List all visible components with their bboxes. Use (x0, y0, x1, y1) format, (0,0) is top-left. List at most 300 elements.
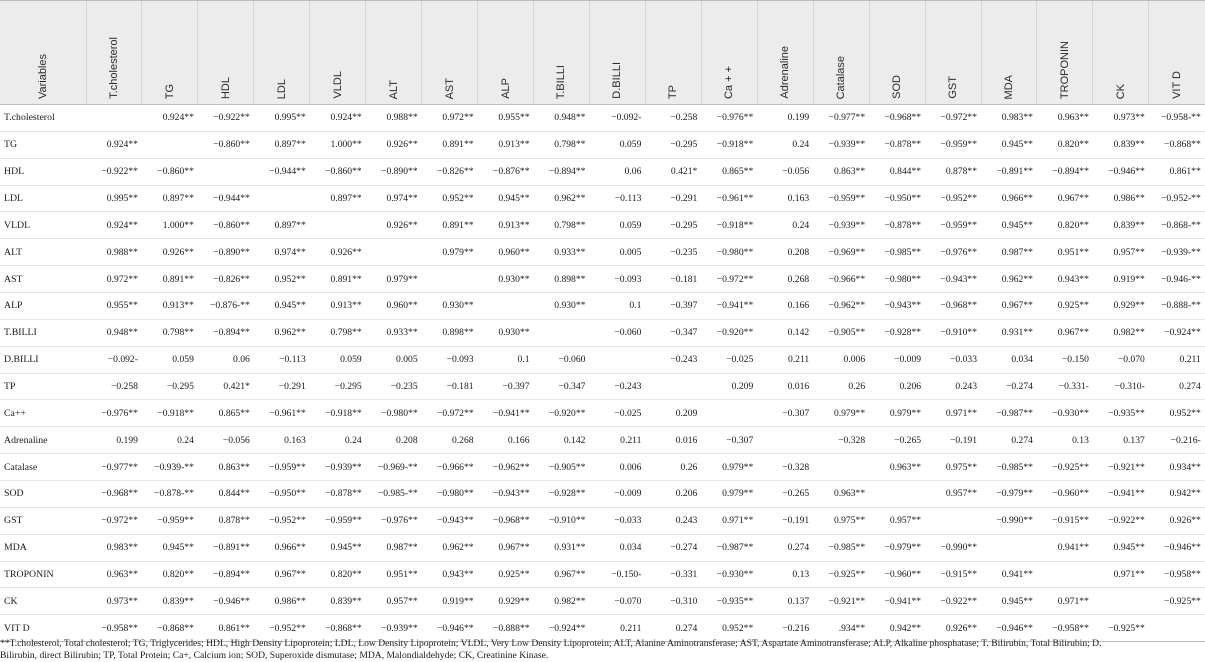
correlation-cell: 0.274 (981, 427, 1037, 454)
correlation-cell: −0.941** (478, 400, 534, 427)
correlation-cell: −0.968** (86, 481, 142, 508)
correlation-cell: −0.868** (310, 615, 366, 642)
correlation-cell: 0.951** (1037, 239, 1093, 266)
correlation-cell: −0.291 (254, 373, 310, 400)
correlation-cell: −0.150- (589, 561, 645, 588)
correlation-cell: −0.868-** (1149, 212, 1205, 239)
correlation-cell: 0.26 (645, 454, 701, 481)
row-label: GST (0, 507, 86, 534)
correlation-cell: −0.921** (813, 588, 869, 615)
column-header (701, 1, 757, 105)
table-row (0, 131, 1205, 158)
correlation-cell: 0.06 (198, 346, 254, 373)
column-header (1037, 1, 1093, 105)
table-row (0, 507, 1205, 534)
correlation-cell: 0.945** (478, 185, 534, 212)
row-label: VLDL (0, 212, 86, 239)
correlation-cell: −0.918** (310, 400, 366, 427)
row-label: TP (0, 373, 86, 400)
correlation-cell: −0.025 (589, 400, 645, 427)
correlation-cell: 0.966** (254, 534, 310, 561)
correlation-cell: −0.033 (925, 346, 981, 373)
correlation-cell: −0.946** (198, 588, 254, 615)
header-variables (0, 1, 86, 105)
column-header (366, 1, 422, 105)
correlation-cell: −0.946** (1093, 158, 1149, 185)
column-header (1093, 1, 1149, 105)
correlation-cell: −0.985** (813, 534, 869, 561)
correlation-cell: −0.966** (422, 454, 478, 481)
correlation-cell: 0.963** (813, 481, 869, 508)
correlation-cell: −0.093 (422, 346, 478, 373)
correlation-cell: −0.891** (198, 534, 254, 561)
correlation-cell: 0.1 (478, 346, 534, 373)
correlation-cell: 0.979** (813, 400, 869, 427)
correlation-cell: 0.926** (1149, 507, 1205, 534)
correlation-cell: 0.957** (1093, 239, 1149, 266)
correlation-cell: −0.960** (869, 561, 925, 588)
correlation-cell: −0.939-** (1149, 239, 1205, 266)
correlation-cell: 0.962** (422, 534, 478, 561)
correlation-cell: −0.939** (813, 131, 869, 158)
correlation-cell: −0.962** (478, 454, 534, 481)
correlation-cell: −0.980** (366, 400, 422, 427)
correlation-cell: −0.868** (142, 615, 198, 642)
column-header-label: Adrenaline (779, 46, 792, 99)
correlation-cell: 0.988** (86, 239, 142, 266)
correlation-cell: 0.016 (757, 373, 813, 400)
correlation-cell: 0.421* (645, 158, 701, 185)
correlation-cell: −0.113 (589, 185, 645, 212)
correlation-cell: −0.950** (254, 481, 310, 508)
table-row (0, 319, 1205, 346)
correlation-cell: −0.943** (422, 507, 478, 534)
correlation-cell: 0.166 (478, 427, 534, 454)
correlation-cell (757, 427, 813, 454)
correlation-cell: −0.876-** (198, 293, 254, 320)
correlation-cell: −0.878** (869, 212, 925, 239)
table-row (0, 534, 1205, 561)
correlation-cell: 0.925** (1037, 293, 1093, 320)
correlation-cell: 0.268 (422, 427, 478, 454)
correlation-cell: 0.945** (981, 131, 1037, 158)
correlation-cell: −0.918** (701, 131, 757, 158)
correlation-cell: −0.891** (981, 158, 1037, 185)
correlation-cell: 0.034 (981, 346, 1037, 373)
correlation-cell: 0.865** (701, 158, 757, 185)
correlation-cell: −0.397 (478, 373, 534, 400)
column-header (869, 1, 925, 105)
correlation-cell: −0.307 (757, 400, 813, 427)
correlation-cell: 0.967** (534, 561, 590, 588)
correlation-cell: 0.955** (478, 105, 534, 132)
correlation-cell: 0.919** (422, 588, 478, 615)
column-header (925, 1, 981, 105)
correlation-cell: −0.969** (813, 239, 869, 266)
correlation-cell (981, 534, 1037, 561)
correlation-cell: −0.033 (589, 507, 645, 534)
correlation-cell: −0.921** (1093, 454, 1149, 481)
correlation-cell (86, 105, 142, 132)
correlation-cell: −0.025 (701, 346, 757, 373)
correlation-cell: −0.310 (645, 588, 701, 615)
correlation-cell: 0.925** (478, 561, 534, 588)
correlation-cell: −0.961** (254, 400, 310, 427)
correlation-cell (925, 507, 981, 534)
correlation-cell: −0.976** (925, 239, 981, 266)
table-body (0, 105, 1205, 642)
correlation-cell: −0.181 (645, 266, 701, 293)
correlation-cell: 0.897** (254, 212, 310, 239)
correlation-cell: 0.142 (757, 319, 813, 346)
correlation-cell: 0.059 (310, 346, 366, 373)
correlation-cell: −0.968** (869, 105, 925, 132)
column-header (422, 1, 478, 105)
correlation-cell: 0.995** (254, 105, 310, 132)
correlation-cell (1093, 588, 1149, 615)
correlation-cell: 0.861** (1149, 158, 1205, 185)
column-header (757, 1, 813, 105)
correlation-cell: −0.922** (86, 158, 142, 185)
correlation-cell: −0.958** (1149, 561, 1205, 588)
correlation-cell: 0.960** (478, 239, 534, 266)
correlation-cell: 0.952** (422, 185, 478, 212)
correlation-cell: −0.890** (366, 158, 422, 185)
correlation-cell: 0.26 (813, 373, 869, 400)
correlation-cell: −0.878-** (142, 481, 198, 508)
correlation-cell: 0.931** (981, 319, 1037, 346)
correlation-cell: −0.969-** (366, 454, 422, 481)
correlation-cell: 0.820** (310, 561, 366, 588)
correlation-cell: 0.243 (645, 507, 701, 534)
column-header-label: SOD (891, 75, 904, 99)
correlation-cell: −0.868** (1149, 131, 1205, 158)
row-label: LDL (0, 185, 86, 212)
correlation-cell: 0.798** (534, 131, 590, 158)
column-header (142, 1, 198, 105)
column-header-label: Catalase (835, 55, 848, 99)
correlation-cell: 0.924** (86, 131, 142, 158)
column-header-label: VLDL (331, 71, 344, 99)
correlation-cell: −0.946** (981, 615, 1037, 642)
correlation-cell: −0.056 (757, 158, 813, 185)
correlation-cell: 0.24 (142, 427, 198, 454)
correlation-cell: −0.952-** (1149, 185, 1205, 212)
column-header-label: D.BILLI (611, 62, 624, 99)
correlation-cell: −0.972** (86, 507, 142, 534)
column-header (813, 1, 869, 105)
correlation-cell: 0.951** (366, 561, 422, 588)
correlation-cell: 0.199 (757, 105, 813, 132)
correlation-cell: −0.860** (142, 158, 198, 185)
column-header-label: VIT D (1171, 71, 1184, 99)
correlation-cell (142, 131, 198, 158)
correlation-cell: −0.056 (198, 427, 254, 454)
correlation-cell: 0.926** (925, 615, 981, 642)
correlation-cell: 0.274 (757, 534, 813, 561)
correlation-cell: −0.943** (478, 481, 534, 508)
correlation-cell: 0.24 (757, 131, 813, 158)
correlation-cell: 0.059 (589, 131, 645, 158)
correlation-cell: −0.925** (1149, 588, 1205, 615)
correlation-cell: −0.093 (589, 266, 645, 293)
column-header-label: ALP (499, 78, 512, 99)
correlation-cell: −0.968** (925, 293, 981, 320)
row-label: T.BILLI (0, 319, 86, 346)
correlation-cell: 0.878** (198, 507, 254, 534)
column-header (981, 1, 1037, 105)
correlation-cell: −0.924** (534, 615, 590, 642)
correlation-cell: 0.166 (757, 293, 813, 320)
correlation-cell: −0.258 (645, 105, 701, 132)
table-row (0, 454, 1205, 481)
correlation-cell: 0.967** (1037, 185, 1093, 212)
correlation-cell: 0.206 (645, 481, 701, 508)
column-header-label: TG (163, 83, 176, 99)
correlation-cell: 0.839** (1093, 131, 1149, 158)
column-header (86, 1, 142, 105)
correlation-cell: 0.945** (142, 534, 198, 561)
correlation-cell: −0.925** (1093, 615, 1149, 642)
correlation-cell (589, 346, 645, 373)
correlation-cell: 0.863** (198, 454, 254, 481)
column-header-label: Ca + + (723, 65, 736, 99)
correlation-cell: 0.945** (310, 534, 366, 561)
correlation-cell: 0.983** (981, 105, 1037, 132)
correlation-cell: −0.976** (366, 507, 422, 534)
correlation-cell: 0.962** (534, 185, 590, 212)
correlation-cell: −0.876** (478, 158, 534, 185)
correlation-cell: −0.243 (645, 346, 701, 373)
correlation-cell: 0.211 (589, 427, 645, 454)
correlation-cell: 0.863** (813, 158, 869, 185)
row-label: SOD (0, 481, 86, 508)
correlation-cell: −0.310- (1093, 373, 1149, 400)
table-row (0, 373, 1205, 400)
column-header-label: HDL (219, 76, 232, 99)
correlation-cell: 0.898** (534, 266, 590, 293)
correlation-cell: −0.976** (86, 400, 142, 427)
correlation-cell: −0.915** (1037, 507, 1093, 534)
correlation-cell: 0.844** (869, 158, 925, 185)
correlation-cell: −0.295 (645, 131, 701, 158)
correlation-cell: −0.890** (198, 239, 254, 266)
correlation-cell: −0.331 (645, 561, 701, 588)
correlation-cell: −0.961** (701, 185, 757, 212)
correlation-cell: 0.798** (310, 319, 366, 346)
correlation-cell: 0.974** (254, 239, 310, 266)
correlation-cell: −0.295 (645, 212, 701, 239)
correlation-cell: 0.979** (701, 454, 757, 481)
correlation-cell: 0.839** (142, 588, 198, 615)
correlation-cell: 0.973** (86, 588, 142, 615)
correlation-cell: −0.888-** (1149, 293, 1205, 320)
correlation-cell: 0.945** (981, 588, 1037, 615)
correlation-cell: 0.897** (254, 131, 310, 158)
correlation-cell: −0.941** (1093, 481, 1149, 508)
table-row (0, 185, 1205, 212)
correlation-cell: 0.844** (198, 481, 254, 508)
row-label: ALT (0, 239, 86, 266)
row-label: Catalase (0, 454, 86, 481)
correlation-cell: 0.142 (534, 427, 590, 454)
correlation-cell: −0.925** (1037, 454, 1093, 481)
correlation-cell: −0.939** (366, 615, 422, 642)
correlation-cell: −0.243 (589, 373, 645, 400)
correlation-cell: −0.235 (645, 239, 701, 266)
correlation-cell: 0.13 (1037, 427, 1093, 454)
correlation-cell: −0.918** (142, 400, 198, 427)
row-label: D.BILLI (0, 346, 86, 373)
table-row (0, 239, 1205, 266)
correlation-cell (1149, 615, 1205, 642)
correlation-cell: −0.265 (757, 481, 813, 508)
correlation-cell: −0.920** (701, 319, 757, 346)
row-label: VIT D (0, 615, 86, 642)
row-label: CK (0, 588, 86, 615)
correlation-cell: 0.952** (1149, 400, 1205, 427)
column-header-label: TP (667, 84, 680, 99)
correlation-cell: 0.972** (86, 266, 142, 293)
correlation-cell: 0.891** (142, 266, 198, 293)
correlation-cell: 0.982** (534, 588, 590, 615)
correlation-cell (869, 481, 925, 508)
correlation-cell: −0.979** (869, 534, 925, 561)
table-row (0, 266, 1205, 293)
correlation-cell: 0.839** (1093, 212, 1149, 239)
correlation-cell: −0.307 (701, 427, 757, 454)
correlation-cell: −0.946** (1149, 534, 1205, 561)
correlation-cell: .934** (813, 615, 869, 642)
correlation-cell: −0.092- (86, 346, 142, 373)
correlation-cell: 0.942** (1149, 481, 1205, 508)
correlation-cell (198, 158, 254, 185)
correlation-cell: −0.943** (925, 266, 981, 293)
correlation-cell: 0.421* (198, 373, 254, 400)
correlation-cell: −0.939** (310, 454, 366, 481)
correlation-cell: 0.891** (422, 131, 478, 158)
row-label: AST (0, 266, 86, 293)
correlation-cell: 0.798** (534, 212, 590, 239)
column-header (534, 1, 590, 105)
correlation-cell: 0.960** (366, 293, 422, 320)
correlation-cell: −0.328 (813, 427, 869, 454)
correlation-cell: 0.897** (310, 185, 366, 212)
correlation-cell: −0.990** (981, 507, 1037, 534)
table-row (0, 400, 1205, 427)
row-label: Adrenaline (0, 427, 86, 454)
table-row (0, 427, 1205, 454)
table-row (0, 212, 1205, 239)
correlation-cell: −0.962** (813, 293, 869, 320)
correlation-cell: 0.948** (86, 319, 142, 346)
correlation-cell: −0.397 (645, 293, 701, 320)
column-header (254, 1, 310, 105)
correlation-cell: −0.009 (589, 481, 645, 508)
table-row (0, 346, 1205, 373)
correlation-cell: 0.929** (1093, 293, 1149, 320)
column-header-label: LDL (275, 78, 288, 99)
correlation-cell: −0.972** (701, 266, 757, 293)
correlation-cell (422, 266, 478, 293)
correlation-cell: −0.191 (757, 507, 813, 534)
correlation-cell (701, 400, 757, 427)
column-header (589, 1, 645, 105)
correlation-cell: −0.946-** (1149, 266, 1205, 293)
correlation-cell: −0.894** (198, 561, 254, 588)
correlation-cell: 0.878** (925, 158, 981, 185)
correlation-cell: 0.891** (310, 266, 366, 293)
correlation-cell: −0.943** (869, 293, 925, 320)
correlation-cell: −0.939-** (142, 454, 198, 481)
correlation-cell: −0.070 (589, 588, 645, 615)
column-header-label: MDA (1002, 74, 1015, 99)
correlation-cell: 0.913** (478, 131, 534, 158)
correlation-cell: −0.347 (645, 319, 701, 346)
correlation-cell: 0.931** (534, 534, 590, 561)
correlation-cell: 0.955** (86, 293, 142, 320)
correlation-cell: −0.985** (869, 239, 925, 266)
correlation-cell (1037, 561, 1093, 588)
correlation-cell: 0.971** (701, 507, 757, 534)
correlation-cell: −0.878** (869, 131, 925, 158)
correlation-cell: 0.930** (534, 293, 590, 320)
correlation-cell: 0.034 (589, 534, 645, 561)
correlation-cell: −0.070 (1093, 346, 1149, 373)
correlation-cell: −0.977** (86, 454, 142, 481)
correlation-cell: −0.939** (813, 212, 869, 239)
correlation-cell: 0.005 (589, 239, 645, 266)
correlation-cell: 0.979** (869, 400, 925, 427)
correlation-cell: −0.860** (198, 212, 254, 239)
correlation-cell: −0.922** (198, 105, 254, 132)
correlation-cell: 0.952** (254, 266, 310, 293)
correlation-cell: 0.982** (1093, 319, 1149, 346)
correlation-cell (478, 293, 534, 320)
column-header (478, 1, 534, 105)
correlation-cell: −0.952** (254, 615, 310, 642)
correlation-cell: 0.967** (981, 293, 1037, 320)
correlation-cell: −0.972** (422, 400, 478, 427)
correlation-cell: 0.979** (701, 481, 757, 508)
correlation-cell: 0.963** (86, 561, 142, 588)
correlation-cell: 0.933** (366, 319, 422, 346)
correlation-cell: 0.13 (757, 561, 813, 588)
correlation-cell: −0.946** (422, 615, 478, 642)
correlation-cell: −0.826** (422, 158, 478, 185)
correlation-cell: −0.092- (589, 105, 645, 132)
correlation-cell: 0.209 (701, 373, 757, 400)
correlation-cell: 0.962** (981, 266, 1037, 293)
correlation-cell: 0.930** (422, 293, 478, 320)
correlation-cell: 0.967** (254, 561, 310, 588)
correlation-cell: 0.967** (1037, 319, 1093, 346)
correlation-cell: 0.987** (366, 534, 422, 561)
correlation-cell: −0.959** (310, 507, 366, 534)
correlation-cell: 0.979** (422, 239, 478, 266)
correlation-cell: 0.059 (142, 346, 198, 373)
correlation-cell: 1.000** (142, 212, 198, 239)
row-label: Ca++ (0, 400, 86, 427)
column-header-label: GST (947, 76, 960, 99)
row-label: MDA (0, 534, 86, 561)
correlation-cell: −0.905** (813, 319, 869, 346)
correlation-cell: 0.211 (757, 346, 813, 373)
correlation-cell: 0.986** (254, 588, 310, 615)
column-header (645, 1, 701, 105)
correlation-cell: −0.959** (254, 454, 310, 481)
correlation-cell: −0.181 (422, 373, 478, 400)
